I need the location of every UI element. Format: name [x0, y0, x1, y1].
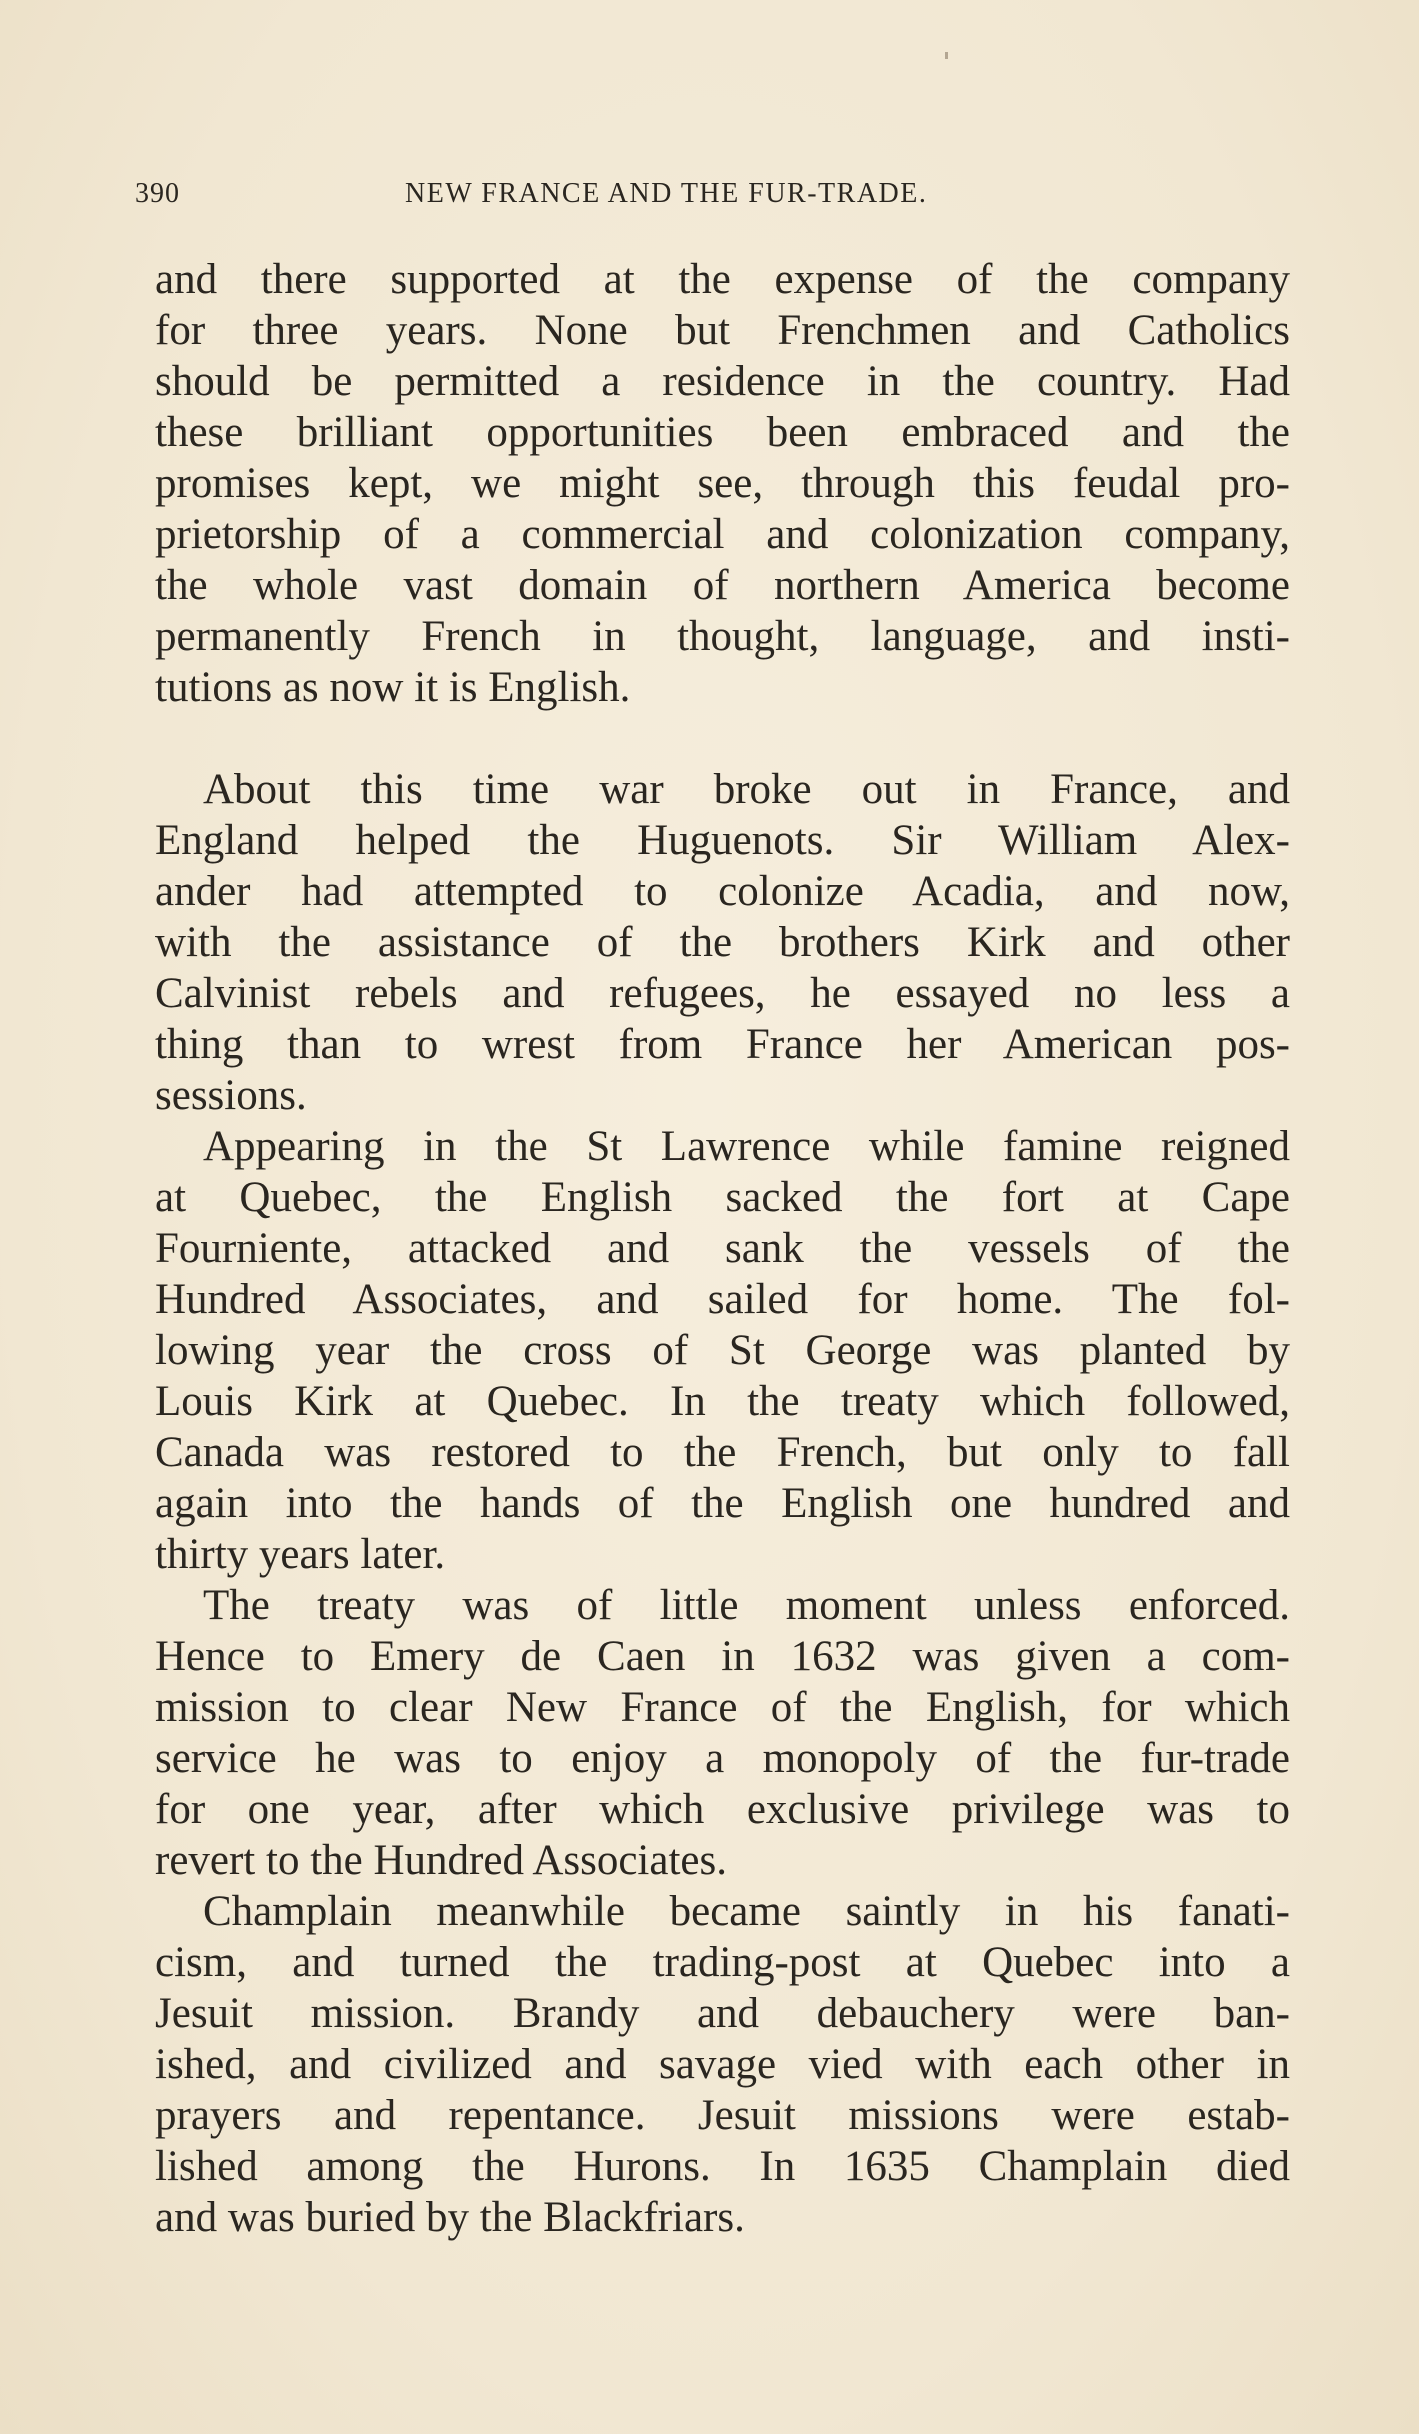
text-line: Calvinist rebels and refugees, he essayed no less a [155, 970, 1290, 1017]
text-line: permanently French in thought, language, and insti- [155, 613, 1290, 660]
text-line: About this time war broke out in France, and [203, 766, 1290, 813]
paragraph-3 [155, 1121, 1290, 1580]
text-line: lished among the Hurons. In 1635 Champlain died [155, 2143, 1290, 2190]
text-line: prayers and repentance. Jesuit missions were estab- [155, 2092, 1290, 2139]
text-line: ished, and civilized and savage vied with each other in [155, 2041, 1290, 2088]
running-head [135, 178, 1285, 218]
text-line: Hundred Associates, and sailed for home. The fol- [155, 1276, 1290, 1323]
text-line: lowing year the cross of St George was planted by [155, 1327, 1290, 1374]
text-line: England helped the Huguenots. Sir William Alex- [155, 817, 1290, 864]
text-line: Hence to Emery de Caen in 1632 was given a com- [155, 1633, 1290, 1680]
text-line: Champlain meanwhile became saintly in his fanati- [203, 1888, 1290, 1935]
paragraph-gap [155, 713, 1290, 764]
text-line: for one year, after which exclusive privilege was to [155, 1786, 1290, 1833]
page-number: 390 [135, 178, 180, 209]
text-line: and there supported at the expense of the company [155, 256, 1290, 303]
text-line: the whole vast domain of northern America become [155, 562, 1290, 609]
text-line: Canada was restored to the French, but only to fall [155, 1429, 1290, 1476]
text-line: revert to the Hundred Associates. [155, 1837, 727, 1884]
text-line: Jesuit mission. Brandy and debauchery were ban- [155, 1990, 1290, 2037]
text-line: Fourniente, attacked and sank the vessels of the [155, 1225, 1290, 1272]
text-line: tutions as now it is English. [155, 664, 631, 711]
text-line: promises kept, we might see, through this feudal pro- [155, 460, 1290, 507]
text-line: Appearing in the St Lawrence while famine reigned [203, 1123, 1290, 1170]
text-line: mission to clear New France of the English, for which [155, 1684, 1290, 1731]
text-line: with the assistance of the brothers Kirk and other [155, 919, 1290, 966]
text-line: prietorship of a commercial and colonization company, [155, 511, 1290, 558]
text-line: at Quebec, the English sacked the fort at Cape [155, 1174, 1290, 1221]
text-line: thirty years later. [155, 1531, 446, 1578]
text-line: Louis Kirk at Quebec. In the treaty which followed, [155, 1378, 1290, 1425]
text-line: ander had attempted to colonize Acadia, and now, [155, 868, 1290, 915]
paragraph-2 [155, 764, 1290, 1121]
text-line: and was buried by the Blackfriars. [155, 2194, 745, 2241]
ink-speck [945, 52, 948, 59]
running-title: NEW FRANCE AND THE FUR-TRADE. [405, 178, 928, 209]
text-line: these brilliant opportunities been embraced and the [155, 409, 1290, 456]
paragraph-5 [155, 1886, 1290, 2243]
paragraph-1 [155, 254, 1290, 713]
text-line: service he was to enjoy a monopoly of the fur-trade [155, 1735, 1290, 1782]
text-line: The treaty was of little moment unless enforced. [203, 1582, 1290, 1629]
text-line: sessions. [155, 1072, 307, 1119]
paragraph-4 [155, 1580, 1290, 1886]
text-line: thing than to wrest from France her American pos- [155, 1021, 1290, 1068]
body-text [155, 254, 1290, 2243]
text-line: cism, and turned the trading-post at Quebec into a [155, 1939, 1290, 1986]
text-line: for three years. None but Frenchmen and Catholics [155, 307, 1290, 354]
text-line: should be permitted a residence in the country. Had [155, 358, 1290, 405]
text-line: again into the hands of the English one hundred and [155, 1480, 1290, 1527]
